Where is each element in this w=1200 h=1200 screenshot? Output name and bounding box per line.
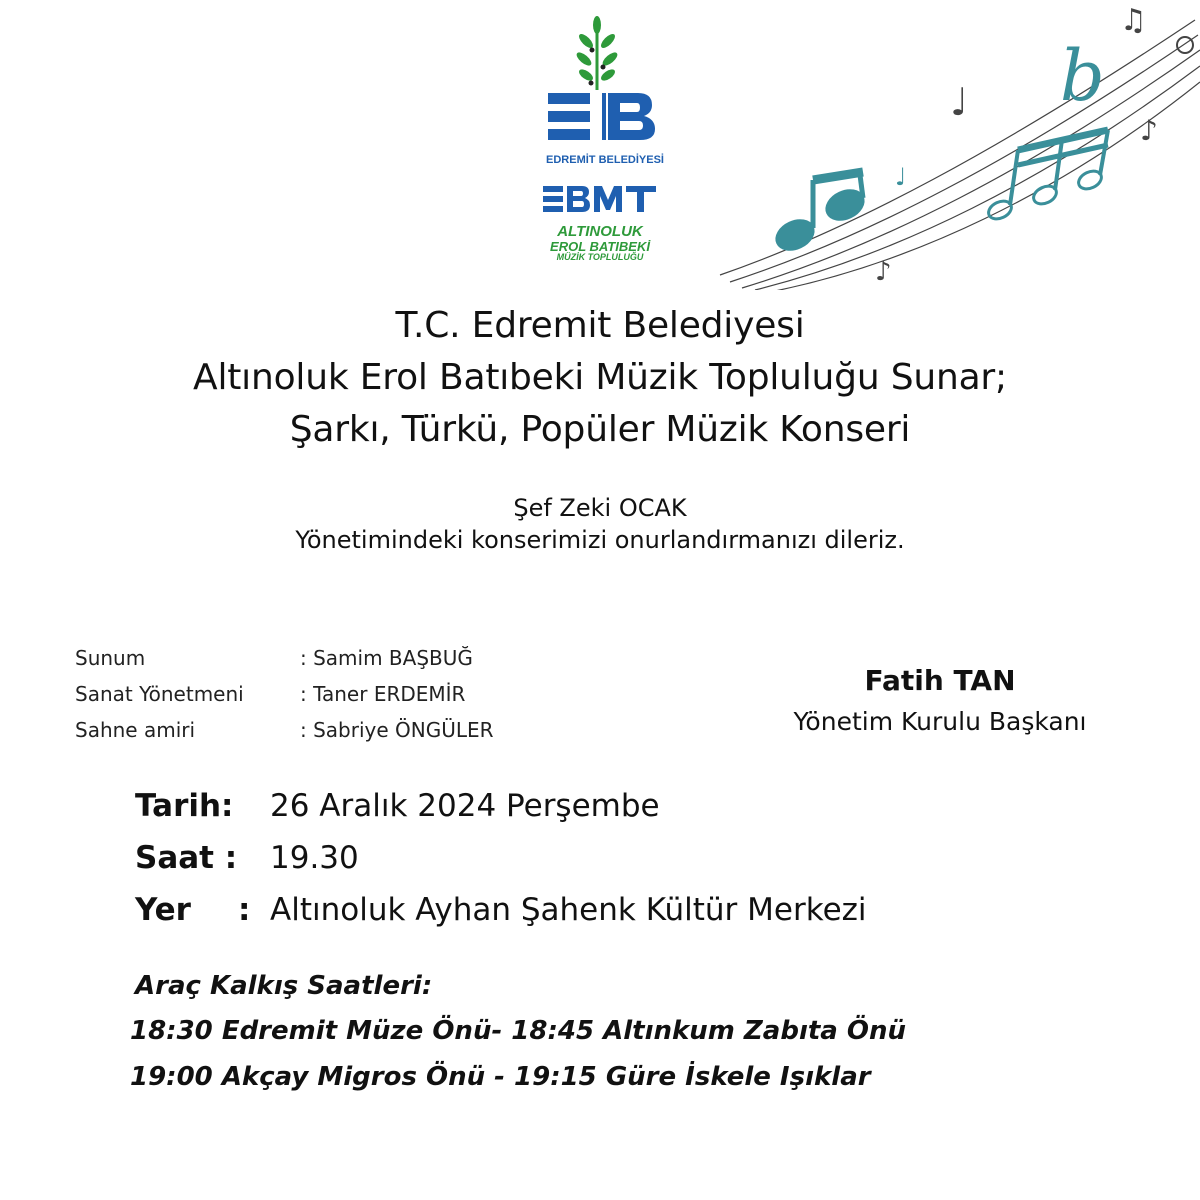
svg-text:♪: ♪ [1140, 114, 1158, 147]
title-line-2: Altınoluk Erol Batıbeki Müzik Topluluğu Sunar; [193, 357, 1007, 398]
date-label: Tarih: [135, 788, 234, 824]
subtitle-line-2: Yönetimindeki konserimizi onurlandırmanızı dileriz. [295, 526, 905, 554]
event-time-row [0, 832, 1200, 884]
date-value: 26 Aralık 2024 Perşembe [270, 788, 660, 824]
credit-row-stage-manager [0, 712, 600, 748]
ebmt-line-3: MÜZİK TOPLULUĞU [556, 252, 644, 263]
event-date-row [0, 780, 1200, 832]
time-value: 19.30 [270, 840, 359, 876]
title-block [0, 300, 1200, 456]
title-line-3: Şarkı, Türkü, Popüler Müzik Konseri [289, 409, 911, 450]
signature-title: Yönetim Kurulu Başkanı [793, 707, 1087, 736]
ebmt-logo [540, 182, 660, 277]
credit-role: Sanat Yönetmeni [75, 682, 244, 706]
subtitle-block [0, 492, 1200, 556]
olive-branch-logo-icon [540, 15, 670, 150]
ebmt-line-2: EROL BATIBEKİ [550, 238, 650, 254]
music-notes-decoration-icon [700, 0, 1200, 290]
edremit-belediyesi-logo [540, 15, 670, 165]
event-place-row [0, 884, 1200, 936]
belediye-logo-caption: EDREMİT BELEDİYESİ [546, 154, 664, 166]
credit-role: Sahne amiri [75, 718, 196, 742]
departures-line-2: 19:00 Akçay Migros Önü - 19:15 Güre İskele Işıklar [130, 1062, 871, 1092]
departures-line-1: 18:30 Edremit Müze Önü- 18:45 Altınkum Zabıta Önü [130, 1016, 907, 1046]
title-line-1: T.C. Edremit Belediyesi [395, 305, 805, 346]
credit-row-art-director [0, 676, 600, 712]
time-label: Saat : [135, 840, 238, 876]
credit-name: : Samim BAŞBUĞ [300, 646, 473, 670]
credit-role: Sunum [75, 646, 146, 670]
place-label: Yer [135, 892, 191, 928]
svg-text:b: b [1060, 35, 1105, 117]
svg-text:♩: ♩ [950, 80, 968, 124]
credit-name: : Sabriye ÖNGÜLER [300, 718, 494, 742]
subtitle-line-1: Şef Zeki OCAK [513, 494, 687, 522]
ebmt-line-1: ALTINOLUK [557, 223, 643, 240]
svg-text:♫: ♫ [1120, 3, 1147, 38]
signature-block [740, 660, 1140, 742]
credit-row-presenter [0, 640, 600, 676]
signature-name: Fatih TAN [864, 664, 1016, 697]
svg-text:♩: ♩ [895, 163, 907, 191]
place-value: Altınoluk Ayhan Şahenk Kültür Merkezi [270, 892, 867, 928]
credit-name: : Taner ERDEMİR [300, 682, 466, 706]
svg-text:♪: ♪ [875, 257, 892, 287]
place-colon: : [238, 892, 251, 928]
departures-heading: Araç Kalkış Saatleri: [135, 971, 433, 1001]
ebmt-wordmark-icon [540, 182, 660, 220]
